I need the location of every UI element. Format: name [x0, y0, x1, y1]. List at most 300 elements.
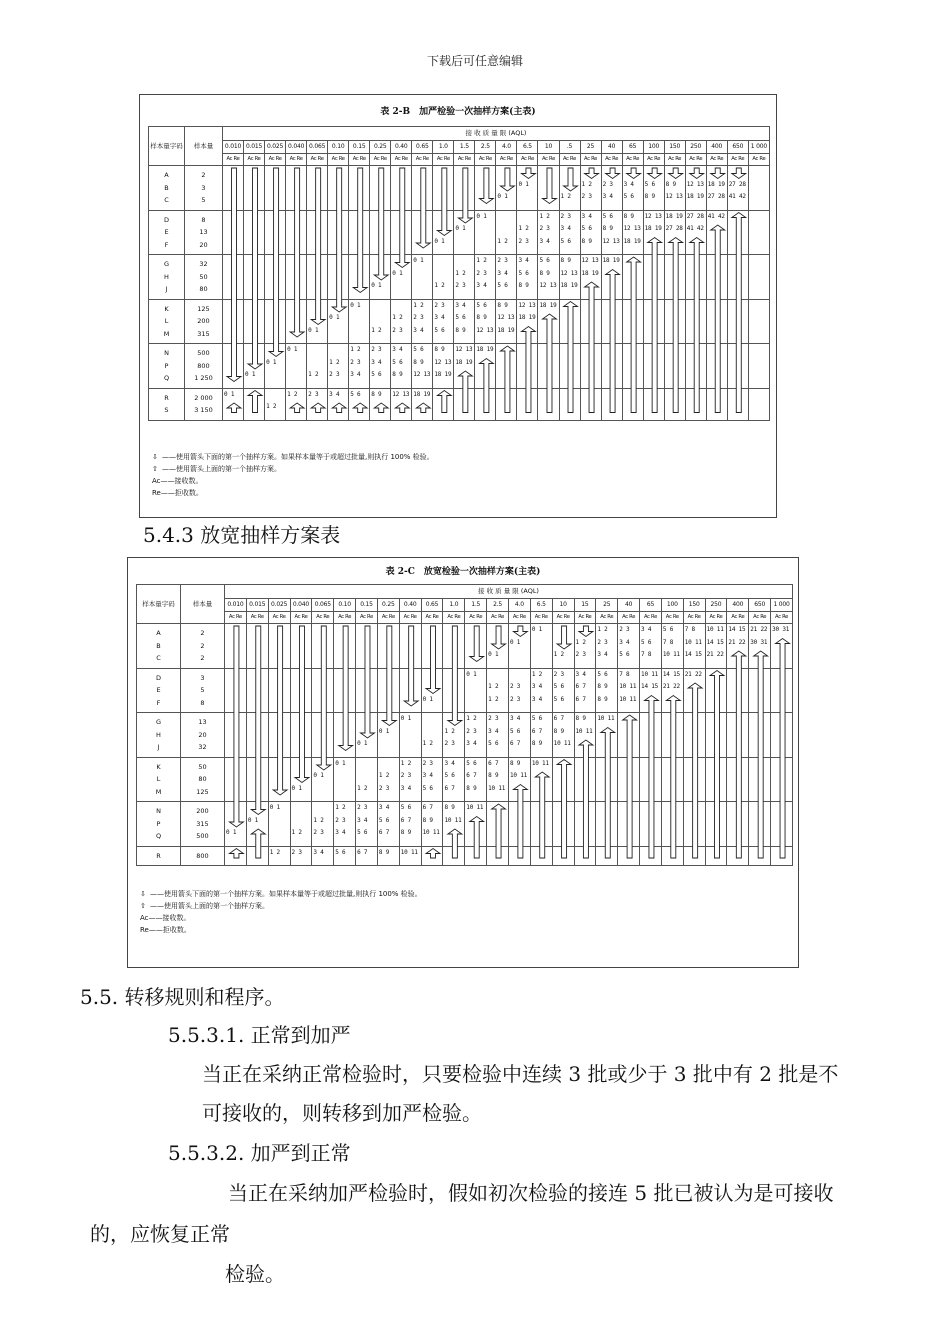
aql-cell — [268, 846, 290, 866]
ac-re-value: 3 4 — [641, 626, 652, 633]
ac-re-value — [224, 255, 242, 268]
ac-re-value — [687, 166, 705, 179]
aql-cell — [312, 624, 334, 669]
ac-re-value — [466, 681, 485, 694]
ac-re-value — [641, 694, 660, 707]
ac-re-value — [708, 255, 726, 268]
ac-re-value: 0 1 — [413, 257, 424, 264]
header-aql: 接 收 质 量 限 (AQL) — [225, 585, 793, 599]
ac-re-value — [624, 369, 642, 382]
aql-value: 0.010 — [225, 599, 247, 612]
ac-re-value — [444, 637, 463, 650]
ac-re-value: 8 9 — [560, 257, 571, 264]
ac-re-value — [510, 802, 529, 815]
ac-re-value — [292, 770, 311, 783]
ac-re-value — [582, 389, 600, 402]
ac-re-value — [270, 827, 289, 840]
aql-cell — [574, 713, 596, 758]
ac-re-value — [379, 713, 398, 726]
ac-re-value — [434, 223, 452, 236]
ac-re-value — [497, 223, 515, 236]
legend-text: ——使用箭头下面的第一个抽样方案。如果样本量等于或超过批量,则执行 100% 检验。 — [162, 453, 434, 461]
ac-re-value — [466, 847, 485, 860]
aql-cell — [596, 757, 618, 802]
aql-cell — [290, 624, 312, 669]
aql-cell — [618, 668, 640, 713]
ac-re-value — [401, 624, 420, 637]
aql-cell — [748, 344, 769, 389]
ac-re-value: 3 4 — [455, 301, 466, 309]
aql-cell — [727, 166, 748, 211]
ac-re-value: 10 11 — [706, 626, 724, 633]
ac-re-value — [624, 255, 642, 268]
aql-cell — [244, 210, 265, 255]
ac-re-value — [708, 223, 726, 236]
ac-re-value — [335, 726, 354, 739]
ac-re-value — [357, 713, 376, 726]
ac-re-value: 14 15 — [728, 626, 746, 633]
code-cell — [137, 668, 181, 713]
ac-re-value — [245, 211, 263, 224]
ac-re-value — [226, 649, 245, 662]
size-cell — [181, 624, 225, 669]
ac-re-value — [624, 325, 642, 338]
aql-cell — [391, 388, 412, 420]
aql-cell — [246, 713, 268, 758]
ac-re-value — [226, 669, 245, 682]
code-letter: M — [155, 787, 162, 796]
aql-value: 100 — [661, 599, 683, 612]
table-2b — [139, 94, 777, 518]
ac-re-value — [371, 255, 389, 268]
code-letter: H — [156, 730, 161, 739]
code-letter: N — [164, 349, 169, 357]
aql-cell — [290, 846, 312, 866]
ac-re-value — [292, 815, 311, 828]
aql-cell — [399, 713, 421, 758]
aql-cell — [601, 166, 622, 211]
ac-re-value — [224, 344, 242, 357]
ac-re-value: 10 11 — [619, 695, 637, 703]
aql-cell — [643, 210, 664, 255]
ac-re-value — [685, 694, 704, 707]
aql-cell — [433, 388, 454, 420]
aql-value: 0.40 — [391, 141, 412, 154]
ac-re-value: 21 22 — [750, 626, 768, 633]
ac-re-value: 18 19 — [518, 314, 536, 321]
aql-cell — [421, 713, 443, 758]
ac-re-value — [224, 325, 242, 338]
table-row — [149, 210, 770, 255]
header-code-label: 样本量字码 — [150, 141, 183, 150]
aql-cell — [246, 668, 268, 713]
ac-re-value — [434, 179, 452, 192]
aql-cell — [223, 210, 244, 255]
ac-re-value — [597, 783, 616, 796]
ac-re-value — [687, 268, 705, 281]
ac-re-value: 0 1 — [329, 314, 340, 321]
ac-re-value: 5 6 — [581, 225, 592, 232]
ac-re-value: 1 2 — [313, 816, 324, 824]
ac-re-value: 12 13 — [644, 212, 662, 220]
ac-re-value — [371, 236, 389, 249]
ac-re-value — [392, 211, 410, 224]
ac-re-value: 1 2 — [266, 403, 277, 410]
ac-re-value — [350, 280, 368, 293]
ac-re-value — [350, 236, 368, 249]
ac-re-value — [270, 669, 289, 682]
aql-cell — [223, 388, 244, 420]
aql-cell — [356, 846, 378, 866]
ac-re-value: 8 9 — [623, 212, 634, 220]
ac-re-value — [707, 738, 726, 751]
ac-re-value — [666, 389, 684, 402]
ac-re-value: 3 4 — [488, 727, 499, 735]
aql-value: 0.065 — [307, 141, 328, 154]
aql-cell — [727, 388, 748, 420]
ac-re-value: 2 3 — [308, 390, 319, 398]
ac-re-value — [597, 738, 616, 751]
aql-cell — [538, 388, 559, 420]
ac-re-value — [313, 637, 332, 650]
ac-re-value — [645, 300, 663, 313]
ac-re-value: 5 6 — [518, 269, 529, 277]
ac-re-value — [666, 255, 684, 268]
aql-cell — [559, 388, 580, 420]
aql-value: 40 — [618, 599, 640, 612]
aql-cell — [370, 299, 391, 344]
aql-cell — [664, 299, 685, 344]
code-cell — [149, 255, 185, 300]
code-letter: A — [156, 629, 161, 637]
ac-re-value: 5 6 — [400, 804, 411, 811]
ac-re-value — [329, 236, 347, 249]
ac-re-label: Ac Re — [454, 154, 475, 166]
ac-re-value — [226, 815, 245, 828]
ac-re-value — [313, 713, 332, 726]
aql-cell — [601, 255, 622, 300]
ac-re-value — [708, 268, 726, 281]
ac-re-value — [561, 369, 579, 382]
ac-re-value: 5 6 — [335, 848, 346, 856]
ac-re-value — [750, 223, 768, 236]
ac-re-value: 12 13 — [665, 193, 683, 200]
ac-re-value — [518, 344, 536, 357]
ac-re-label: Ac Re — [307, 154, 328, 166]
aql-cell — [530, 713, 552, 758]
aql-cell — [705, 624, 727, 669]
ac-re-value — [728, 847, 747, 860]
ac-re-value: 12 13 — [602, 237, 620, 245]
ac-re-value: 2 3 — [476, 269, 487, 277]
ac-re-value — [434, 211, 452, 224]
aql-cell — [643, 166, 664, 211]
ac-re-value — [750, 738, 769, 751]
ac-re-value — [532, 802, 551, 815]
ac-re-value — [335, 738, 354, 751]
ac-re-value — [488, 847, 507, 860]
ac-re-value — [335, 694, 354, 707]
aql-cell — [496, 210, 517, 255]
size-value: 80 — [198, 775, 207, 783]
ac-re-label: Ac Re — [496, 154, 517, 166]
ac-re-value: 3 4 — [597, 651, 608, 658]
aql-cell — [312, 713, 334, 758]
ac-re-value — [582, 166, 600, 179]
ac-re-value — [357, 624, 376, 637]
aql-value: 1.0 — [443, 599, 465, 612]
aql-cell — [706, 344, 727, 389]
ac-re-label: Ac Re — [596, 612, 618, 624]
aql-cell — [664, 166, 685, 211]
aql-cell — [286, 255, 307, 300]
aql-cell — [454, 166, 475, 211]
code-letter: G — [155, 718, 162, 726]
ac-re-value: 1 2 — [444, 727, 455, 735]
ac-re-value: 3 4 — [313, 848, 324, 856]
aql-cell — [706, 255, 727, 300]
aql-cell — [454, 299, 475, 344]
aql-cell — [356, 713, 378, 758]
ac-re-value: 6 7 — [378, 829, 390, 836]
aql-cell — [601, 344, 622, 389]
ac-re-value: 0 1 — [350, 301, 361, 309]
aql-cell — [223, 166, 244, 211]
ac-re-value — [226, 624, 245, 637]
code-letter: C — [164, 196, 169, 204]
ac-re-value — [645, 255, 663, 268]
aql-value: 0.015 — [246, 599, 268, 612]
ac-re-value — [619, 802, 638, 815]
ac-re-value — [597, 758, 616, 771]
ac-re-value — [270, 738, 289, 751]
ac-re-value: 0 1 — [245, 371, 256, 378]
aql-cell — [727, 255, 748, 300]
size-cell — [185, 344, 223, 389]
caption-5-4-3: 5.4.3 放宽抽样方案表 — [143, 523, 341, 547]
ac-re-value — [313, 726, 332, 739]
ac-re-value — [750, 268, 768, 281]
ac-re-value: 3 4 — [518, 257, 529, 264]
ac-re-value — [750, 770, 769, 783]
code-letter: L — [156, 775, 161, 783]
ac-re-value — [313, 694, 332, 707]
aql-cell — [538, 255, 559, 300]
ac-re-value — [423, 669, 442, 682]
ac-re-value — [245, 280, 263, 293]
ac-re-value — [532, 637, 551, 650]
ac-re-value — [708, 166, 726, 179]
header-aql: 接 收 质 量 限 (AQL) — [223, 127, 770, 141]
ac-re-label: Ac Re — [487, 612, 509, 624]
aql-cell — [334, 624, 356, 669]
ac-re-value: 2 3 — [619, 626, 630, 633]
aql-cell — [312, 846, 334, 866]
aql-cell — [349, 255, 370, 300]
table-2c-title: 表 2-C 放宽检验一次抽样方案(主表) — [385, 567, 541, 577]
aql-cell — [312, 802, 334, 847]
aql-value: 250 — [685, 141, 706, 154]
ac-re-value — [287, 236, 305, 249]
ac-re-value — [270, 783, 289, 796]
ac-re-value — [708, 312, 726, 325]
aql-cell — [771, 624, 793, 669]
ac-re-value — [750, 236, 768, 249]
ac-re-value — [476, 166, 494, 179]
ac-re-value — [532, 827, 551, 840]
legend-line — [140, 924, 422, 936]
ac-re-value: 27 28 — [707, 193, 725, 200]
aql-value: 650 — [749, 599, 771, 612]
ac-re-value — [444, 713, 463, 726]
paragraph-1-line-2: 可接收的，则转移到加严检验。 — [202, 1101, 482, 1125]
ac-re-value — [750, 300, 768, 313]
ac-re-value — [561, 389, 579, 402]
ac-re-value — [357, 770, 376, 783]
ac-re-value: 2 3 — [371, 346, 382, 353]
ac-re-value — [729, 255, 747, 268]
aql-cell — [685, 166, 706, 211]
ac-re-value: 1 2 — [488, 683, 499, 690]
ac-re-value: 2 3 — [413, 314, 424, 321]
ac-re-value — [224, 401, 242, 414]
ac-re-value — [245, 357, 263, 370]
aql-cell — [640, 713, 662, 758]
size-value: 13 — [199, 228, 208, 236]
ac-re-value: 3 4 — [539, 237, 550, 245]
ac-re-label: Ac Re — [661, 612, 683, 624]
ac-re-value: 6 7 — [466, 772, 477, 779]
ac-re-value — [645, 344, 663, 357]
aql-cell — [574, 757, 596, 802]
ac-re-value — [619, 738, 638, 751]
aql-cell — [433, 255, 454, 300]
ac-re-value — [666, 236, 684, 249]
ac-re-value — [576, 738, 595, 751]
aql-cell — [349, 210, 370, 255]
code-letter: J — [165, 285, 168, 293]
aql-cell — [399, 624, 421, 669]
aql-value: 100 — [643, 141, 664, 154]
ac-re-value — [561, 357, 579, 370]
code-letter: H — [164, 272, 169, 281]
ac-re-value — [685, 815, 704, 828]
legend-text: ——使用箭头上面的第一个抽样方案。 — [162, 465, 281, 473]
ac-re-label: Ac Re — [538, 154, 559, 166]
ac-re-value — [624, 280, 642, 293]
ac-re-value — [728, 681, 747, 694]
ac-re-value — [329, 211, 347, 224]
ac-re-value: 3 4 — [371, 358, 382, 366]
aql-cell — [286, 166, 307, 211]
ac-re-value — [245, 236, 263, 249]
size-value: 5 — [200, 686, 205, 694]
ac-re-value: 1 2 — [371, 326, 382, 334]
aql-cell — [683, 757, 705, 802]
table-row — [137, 802, 793, 847]
aql-cell — [552, 802, 574, 847]
ac-re-value — [707, 681, 726, 694]
ac-re-label: Ac Re — [356, 612, 378, 624]
aql-value: 0.25 — [377, 599, 399, 612]
aql-cell — [225, 757, 247, 802]
ac-re-value — [466, 637, 485, 650]
ac-re-value — [728, 827, 747, 840]
ac-re-value: 5 6 — [644, 180, 655, 188]
aql-cell — [443, 802, 465, 847]
ac-re-value — [392, 223, 410, 236]
ac-re-value — [226, 713, 245, 726]
ac-re-value — [350, 325, 368, 338]
legend-line — [152, 451, 434, 463]
ac-re-value — [603, 357, 621, 370]
ac-re-value — [455, 191, 473, 204]
ac-re-value — [379, 649, 398, 662]
ac-re-value: 3 4 — [497, 269, 508, 277]
ac-re-value — [270, 681, 289, 694]
ac-re-value: 2 3 — [392, 326, 403, 334]
ac-re-value — [645, 369, 663, 382]
ac-re-value — [476, 357, 494, 370]
aql-cell — [706, 210, 727, 255]
ac-re-label: Ac Re — [475, 154, 496, 166]
paragraph-2-line-2: 的，应恢复正常 — [90, 1222, 230, 1246]
aql-cell — [307, 255, 328, 300]
ac-re-value: 0 1 — [400, 715, 411, 722]
ac-re-value: 27 28 — [686, 212, 704, 220]
ac-re-value: 1 2 — [350, 346, 361, 353]
ac-re-value — [624, 166, 642, 179]
ac-re-value: 1 2 — [581, 180, 592, 188]
ac-re-value — [707, 847, 726, 860]
ac-re-value — [413, 268, 431, 281]
ac-re-value — [287, 268, 305, 281]
ac-re-label: Ac Re — [225, 612, 247, 624]
aql-value: 10 — [552, 599, 574, 612]
ac-re-value: 0 1 — [531, 626, 543, 633]
ac-re-value — [645, 357, 663, 370]
ac-re-value — [292, 758, 311, 771]
aql-cell — [580, 255, 601, 300]
ac-re-value — [476, 369, 494, 382]
ac-re-label: Ac Re — [370, 154, 391, 166]
down-arrow-icon: ⇩ — [140, 890, 146, 898]
code-letter: E — [164, 228, 169, 236]
aql-cell — [312, 757, 334, 802]
ac-re-value — [750, 312, 768, 325]
ac-re-value — [308, 179, 326, 192]
ac-re-value: 3 4 — [476, 282, 487, 289]
aql-cell — [517, 166, 538, 211]
aql-cell — [559, 255, 580, 300]
ac-re-value — [224, 166, 242, 179]
ac-re-value — [663, 694, 682, 707]
ac-re-value: 18 19 — [581, 269, 599, 277]
ac-re-value — [224, 223, 242, 236]
ac-re-value: 5 6 — [531, 715, 543, 722]
code-letter: F — [156, 698, 161, 707]
aql-cell — [328, 210, 349, 255]
ac-re-value — [392, 166, 410, 179]
legend-line — [140, 900, 422, 912]
aql-cell — [349, 388, 370, 420]
ac-re-value — [728, 669, 747, 682]
ac-re-value — [287, 223, 305, 236]
ac-re-value — [308, 401, 326, 414]
ac-re-value — [371, 300, 389, 313]
ac-re-value — [270, 770, 289, 783]
code-letter: B — [156, 641, 161, 650]
